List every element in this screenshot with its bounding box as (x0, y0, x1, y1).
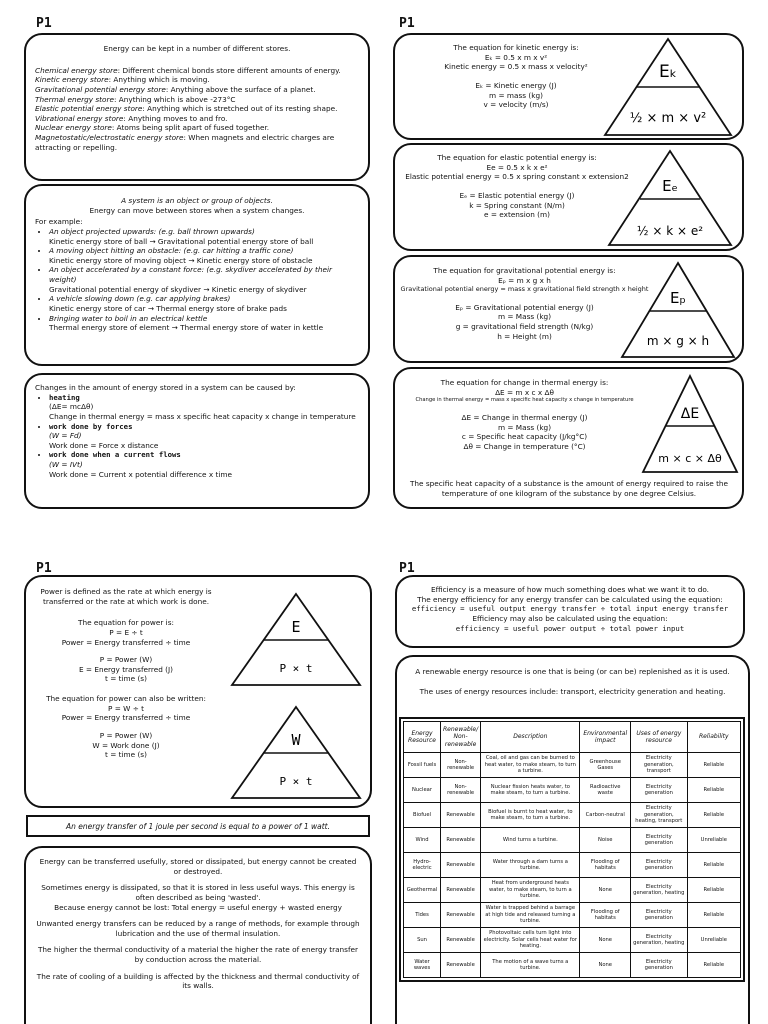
table-cell: Water waves (404, 953, 441, 978)
efficiency-l5: efficiency = useful power output ÷ total power input (455, 623, 685, 633)
table-cell: Fossil fuels (404, 753, 441, 778)
table-cell: Renewable (441, 853, 481, 878)
table-cell: Biofuel (404, 803, 441, 828)
table-cell: Renewable (441, 878, 481, 903)
table-cell: Electricity generation, heating, transport (630, 803, 687, 828)
elastic-triangle (607, 149, 733, 247)
table-cell: Renewable (441, 953, 481, 978)
table-cell: Electricity generation (630, 953, 687, 978)
thermal-var-dt: Δθ = Change in temperature (°C) (463, 441, 586, 451)
table-cell: Carbon-neutral (580, 803, 630, 828)
store-item (35, 104, 359, 114)
elastic-tri-bottom: ½ × k × e² (636, 224, 704, 238)
efficiency-card (395, 575, 745, 648)
store-item (35, 114, 359, 124)
power-tri1-bottom: P × t (279, 662, 313, 675)
example-transfer: Gravitational potential energy of skydiver → Kinetic energy of skydiver (49, 284, 307, 294)
elastic-var-e: Eₑ = Elastic potential energy (J) (459, 190, 575, 200)
thermal-card (393, 367, 744, 509)
gravitational-triangle (620, 261, 736, 359)
bullet-work-current: work done when a current flows (49, 450, 181, 460)
power-def: Power is defined as the rate at which energy is transferred or the rate at which work is done. (40, 587, 212, 606)
power-eq1: P = E ÷ t (109, 627, 143, 637)
store-desc: : Anything which is stretched out of its resting shape. (142, 104, 338, 114)
table-cell: Electricity generation, transport (630, 753, 687, 778)
store-item (35, 123, 359, 133)
thermal-triangle (641, 374, 739, 474)
table-cell: Biofuel is burnt to heat water, to make steam, to turn a turbine. (481, 803, 580, 828)
power-eq2-words: Power = Energy transferred ÷ time (61, 713, 191, 723)
table-row (404, 928, 741, 953)
efficiency-l3: efficiency = useful output energy transfer ÷ total input energy transfer (411, 604, 729, 614)
kinetic-var-m: m = mass (kg) (489, 90, 543, 100)
table-cell: Reliable (687, 853, 740, 878)
store-desc: : Anything which is above -273°C (114, 94, 236, 104)
power-var-e: E = Energy transferred (J) (78, 664, 174, 674)
efficiency-l4: Efficiency may also be calculated using the equation: (472, 613, 668, 623)
table-cell: Noise (580, 828, 630, 853)
table-cell: Reliable (687, 778, 740, 803)
table-cell: Electricity generation (630, 903, 687, 928)
table-row (404, 803, 741, 828)
table-cell: Electricity generation (630, 853, 687, 878)
thermal-eq-words: Change in thermal energy = mass x specific heat capacity x change in temperature (415, 397, 634, 404)
efficiency-l1: Efficiency is a measure of how much something does what we want it to do. (430, 585, 710, 594)
system-example (49, 227, 359, 246)
table-cell: None (580, 928, 630, 953)
kinetic-var-e: Eₖ = Kinetic energy (J) (475, 80, 557, 90)
example-transfer: Kinetic energy store of ball → Gravitational potential energy store of ball (49, 236, 314, 246)
table-cell: Unreliable (687, 828, 740, 853)
table-cell: None (580, 878, 630, 903)
table-row (404, 778, 741, 803)
table-cell: Renewable (441, 903, 481, 928)
power-var-p2: P = Power (W) (99, 730, 153, 740)
heating-eq-words: Change in thermal energy = mass x specific heat capacity x change in temperature (49, 411, 356, 421)
energy-resources-table-wrap (399, 717, 745, 982)
kinetic-tri-bottom: ½ × m × v² (629, 111, 707, 126)
store-item (35, 75, 359, 85)
table-cell: Unreliable (687, 928, 740, 953)
power-var-t: t = time (s) (105, 674, 147, 684)
dissipation-p1: Energy can be transferred usefully, stored or dissipated, but energy cannot be created or destroyed. (39, 857, 357, 876)
gpe-tri-top: Eₚ (670, 289, 686, 307)
stores-list (35, 66, 359, 153)
example-situation: • A vehicle slowing down (e.g. car applying brakes) (49, 294, 231, 304)
system-example (49, 294, 359, 313)
table-cell: Nuclear fission heats water, to make steam, to turn a turbine. (481, 778, 580, 803)
table-cell: Water is trapped behind a barrage at high tide and released turning a turbine. (481, 903, 580, 928)
store-desc: : Different chemical bonds store different amounts of energy. (117, 65, 341, 75)
dissipation-p3: Because energy cannot be lost: Total energy = useful energy + wasted energy (54, 902, 342, 912)
dissipation-p2: Sometimes energy is dissipated, so that it is stored in less useful ways. This energy is often described as being 'wasted'. (41, 883, 355, 902)
gpe-eq: Eₚ = m x g x h (498, 275, 551, 285)
example-transfer: Kinetic energy store of moving object → Kinetic energy store of obstacle (49, 255, 313, 265)
table-cell: Reliable (687, 903, 740, 928)
energy-stores-card (24, 33, 370, 181)
renewable-card (395, 655, 750, 1024)
store-name: Chemical energy store (35, 65, 118, 75)
thermal-var-c: c = Specific heat capacity (J/kg°C) (461, 432, 588, 442)
power-card (24, 575, 372, 808)
dissipation-p6: The rate of cooling of a building is affected by the thickness and thermal conductivity of its walls. (36, 971, 360, 991)
store-name: Elastic potential energy store (35, 104, 143, 114)
table-cell: Greenhouse Gases (580, 753, 630, 778)
dissipation-p5: The higher the thermal conductivity of a material the higher the rate of energy transfer by conduction across the material. (37, 945, 359, 964)
stores-intro: Energy can be kept in a number of different stores. (103, 44, 291, 53)
for-example-label: For example: (35, 217, 83, 227)
thermal-var-de: ΔE = Change in thermal energy (J) (461, 413, 588, 423)
store-name: Magnetostatic/electrostatic energy store (35, 133, 184, 142)
work-forces-words: Work done = Force x distance (49, 440, 159, 450)
page-label: P1 (399, 16, 415, 31)
store-desc: : Anything which is moving. (108, 75, 210, 85)
power-triangle-w (230, 705, 362, 800)
elastic-var-k: k = Spring constant (N/m) (469, 200, 565, 210)
work-forces-eq: (W = Fd) (49, 431, 82, 441)
elastic-title: The equation for elastic potential energy is: (437, 153, 597, 162)
elastic-card (393, 143, 744, 251)
power-var-t2: t = time (s) (105, 750, 147, 760)
example-transfer: Kinetic energy store of car → Thermal energy store of brake pads (49, 303, 287, 313)
thermal-tri-top: ΔE (680, 406, 700, 422)
page-label: P1 (36, 16, 52, 31)
table-row (404, 853, 741, 878)
gpe-eq-words: Gravitational potential energy = mass x gravitational field strength x height (400, 285, 649, 294)
power-eq2: P = W ÷ t (108, 703, 144, 713)
power-tri2-bottom: P × t (279, 775, 313, 788)
table-cell: Flooding of habitats (580, 903, 630, 928)
power-var-p: P = Power (W) (99, 655, 153, 665)
gravitational-card (393, 255, 744, 363)
table-cell: Wind turns a turbine. (481, 828, 580, 853)
elastic-tri-top: Eₑ (662, 177, 678, 195)
table-cell: Sun (404, 928, 441, 953)
table-cell: Hydro-electric (404, 853, 441, 878)
table-cell: Radioactive waste (580, 778, 630, 803)
table-cell: The motion of a wave turns a turbine. (481, 953, 580, 978)
changes-intro: Changes in the amount of energy stored in a system can be caused by: (35, 383, 296, 392)
table-cell: Geothermal (404, 878, 441, 903)
table-cell: Coal, oil and gas can be burned to heat water, to make steam, to turn a turbine. (481, 753, 580, 778)
column-header: Environmental impact (580, 722, 630, 753)
table-row (404, 828, 741, 853)
elastic-eq: Ee = 0.5 x k x e² (486, 162, 548, 172)
gpe-title: The equation for gravitational potential energy is: (433, 266, 616, 275)
work-current-words: Work done = Current x potential difference x time (49, 469, 232, 479)
page-label: P1 (399, 561, 415, 576)
energy-resources-table (403, 721, 741, 978)
column-header: Uses of energy resource (630, 722, 687, 753)
kinetic-card (393, 33, 744, 140)
table-row (404, 878, 741, 903)
power-title2: The equation for power can also be written: (46, 694, 206, 703)
power-var-w: W = Work done (J) (92, 740, 160, 750)
shc-definition: The specific heat capacity of a substance is the amount of energy required to raise the temperature of one kilogram of the substance by one degree Celsius. (409, 479, 729, 498)
power-title1: The equation for power is: (78, 618, 174, 628)
heating-eq: (ΔE= mcΔθ) (49, 402, 94, 412)
table-row (404, 753, 741, 778)
dissipation-card (24, 846, 372, 1024)
kinetic-eq-words: Kinetic energy = 0.5 x mass x velocity² (444, 62, 588, 72)
table-cell: Electricity generation (630, 828, 687, 853)
example-transfer: Thermal energy store of element → Thermal energy store of water in kettle (49, 323, 324, 333)
watt-note-text: An energy transfer of 1 joule per second is equal to a power of 1 watt. (66, 822, 330, 831)
table-cell: Electricity generation (630, 778, 687, 803)
kinetic-eq: Eₖ = 0.5 x m x v² (484, 52, 548, 62)
bullet-heating: heating (49, 392, 80, 402)
system-card (24, 184, 370, 366)
table-row (404, 903, 741, 928)
system-example (49, 265, 359, 294)
column-header: Renewable/ Non-renewable (441, 722, 481, 753)
table-cell: None (580, 953, 630, 978)
page-label: P1 (36, 561, 52, 576)
renewable-uses: The uses of energy resources include: transport, electricity generation and heating. (419, 686, 726, 696)
store-name: Kinetic energy store (35, 75, 109, 85)
gpe-var-h: h = Height (m) (497, 331, 552, 341)
column-header: Description (481, 722, 580, 753)
gpe-var-g: g = gravitational field strength (N/kg) (455, 322, 594, 332)
table-cell: Photovoltaic cells turn light into electricity. Solar cells heat water for heating. (481, 928, 580, 953)
example-situation: • Bringing water to boil in an electrical kettle (49, 313, 208, 323)
elastic-var-ext: e = extension (m) (484, 210, 550, 220)
table-cell: Flooding of habitats (580, 853, 630, 878)
kinetic-title: The equation for kinetic energy is: (453, 43, 579, 52)
system-line1: A system is an object or group of objects. (121, 196, 273, 205)
store-desc: : Anything moves to and fro. (123, 113, 228, 123)
table-cell: Reliable (687, 878, 740, 903)
store-desc: : Anything above the surface of a planet. (165, 84, 316, 94)
thermal-title: The equation for change in thermal energy is: (440, 378, 609, 387)
elastic-eq-words: Elastic potential energy = 0.5 x spring constant x extension2 (405, 172, 629, 182)
table-cell: Tides (404, 903, 441, 928)
store-name: Thermal energy store (35, 94, 114, 104)
table-cell: Non-renewable (441, 753, 481, 778)
store-name: Nuclear energy store (35, 123, 112, 133)
table-cell: Wind (404, 828, 441, 853)
table-cell: Reliable (687, 753, 740, 778)
changes-card (24, 373, 370, 509)
gpe-var-m: m = Mass (kg) (497, 312, 552, 322)
gpe-var-e: Eₚ = Gravitational potential energy (J) (455, 302, 594, 312)
power-tri1-top: E (291, 618, 301, 636)
column-header: Energy Resource (404, 722, 441, 753)
table-row (404, 953, 741, 978)
kinetic-triangle (603, 37, 733, 137)
system-example (49, 314, 359, 333)
table-cell: Renewable (441, 803, 481, 828)
table-cell: Reliable (687, 953, 740, 978)
table-cell: Non-renewable (441, 778, 481, 803)
thermal-eq: ΔE = m x c x Δθ (495, 387, 554, 397)
table-cell: Electricity generation, heating (630, 928, 687, 953)
table-cell: Heat from underground heats water, to make steam, to turn a turbine. (481, 878, 580, 903)
kinetic-tri-top: Eₖ (659, 62, 677, 82)
work-current-eq: (W = IVt) (49, 460, 83, 469)
table-cell: Reliable (687, 803, 740, 828)
power-triangle-e (230, 592, 362, 687)
dissipation-p4: Unwanted energy transfers can be reduced by a range of methods, for example through lubrication and the use of thermal insulation. (36, 919, 360, 938)
table-cell: Renewable (441, 928, 481, 953)
renewable-def: A renewable energy resource is one that is being (or can be) replenished as it is used. (415, 667, 730, 676)
table-cell: Renewable (441, 828, 481, 853)
store-name: Gravitational potential energy store (35, 84, 166, 94)
table-cell: Water through a dam turns a turbine. (481, 853, 580, 878)
store-desc: : Atoms being split apart of fused together. (111, 123, 270, 133)
thermal-tri-bottom: m × c × Δθ (658, 452, 722, 465)
store-name: Vibrational energy store (35, 113, 124, 123)
store-item (35, 85, 359, 95)
watt-note (26, 815, 370, 837)
example-situation: • An object accelerated by a constant force: (e.g. skydiver accelerated by their weight) (49, 265, 333, 284)
thermal-var-m: m = Mass (kg) (497, 422, 552, 432)
power-tri2-top: W (291, 731, 301, 749)
store-desc: : When magnets and electric charges are attracting or repelling. (35, 133, 335, 152)
bullet-work-forces: work done by forces (49, 421, 133, 431)
store-item (35, 95, 359, 105)
power-eq1-words: Power = Energy transferred ÷ time (61, 637, 191, 647)
efficiency-l2: The energy efficiency for any energy transfer can be calculated using the equation: (417, 594, 723, 604)
table-cell: Nuclear (404, 778, 441, 803)
column-header: Reliability (687, 722, 740, 753)
system-line2: Energy can move between stores when a system changes. (89, 205, 305, 215)
system-example (49, 246, 359, 265)
gpe-tri-bottom: m × g × h (646, 334, 710, 348)
example-situation: • An object projected upwards: (e.g. ball thrown upwards) (49, 226, 255, 236)
store-item (35, 66, 359, 76)
system-examples (35, 227, 359, 333)
kinetic-var-v: v = velocity (m/s) (483, 100, 549, 110)
example-situation: • A moving object hitting an obstacle: (e.g. car hitting a traffic cone) (49, 246, 294, 256)
table-cell: Electricity generation, heating (630, 878, 687, 903)
store-item (35, 133, 359, 152)
